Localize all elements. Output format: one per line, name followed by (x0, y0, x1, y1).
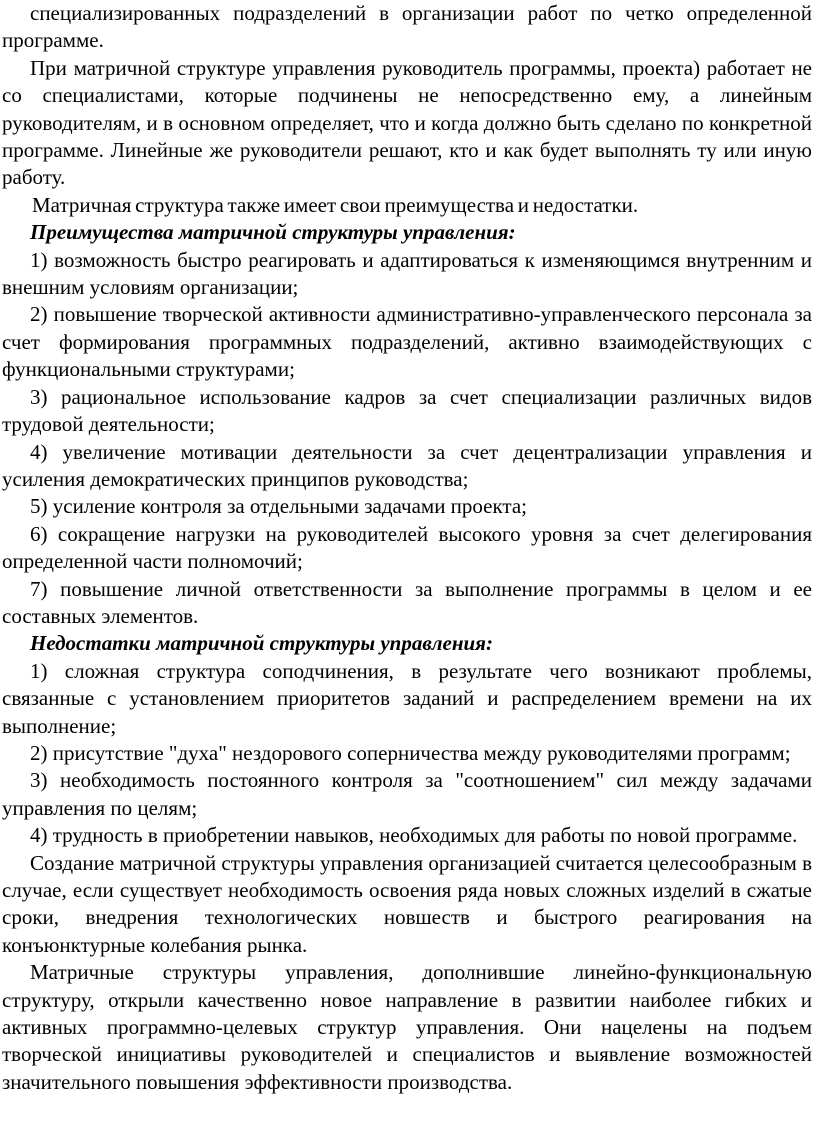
advantages-heading: Преимущества матричной структуры управления: (30, 220, 516, 245)
disadvantage-item: 4) трудность в приобретении навыков, необходимых для работы по новой программе. (30, 823, 798, 848)
disadvantage-item: 2) присутствие "духа" нездорового соперничества между руководителями программ; (30, 740, 791, 765)
disadvantages-heading: Недостатки матричной структуры управления: (30, 631, 493, 656)
advantage-item: 6) сокращение нагрузки на руководителей высокого уровня за счет делегирования определенной части полномочий; (2, 521, 812, 574)
disadvantage-item: 1) сложная структура соподчинения, в результате чего возникают проблемы, связанные с установлением приоритетов заданий и распределением времени на их выполнение; (2, 658, 812, 738)
paragraph-continuation: специализированных подразделений в организации работ по четко определенной программе. (2, 1, 812, 53)
paragraph-when-appropriate: Создание матричной структуры управления организацией считается целесообразным в случае, если существует необходимость освоения ряда новых сложных изделий в сжатые сроки, внедрения технологических новшеств и быстрого реагирования на конъюнктурные колебания рынка. (2, 850, 812, 957)
paragraph-matrix-manager: При матричной структуре управления руководитель программы, проекта) работает не со специалистами, которые подчинены не непосредственно ему, а линейным руководителям, и в основном определяет, что и когда должно быть сделано по конкретной программе. Линейные же руководители решают, кто и как будет выполнять ту или иную работу. (2, 55, 812, 190)
paragraph-pros-cons-intro: Матричная структура также имеет свои преимущества и недостатки. (32, 192, 639, 217)
advantage-item: 3) рациональное использование кадров за счет специализации различных видов трудовой деятельности; (2, 384, 812, 437)
advantage-item: 7) повышение личной ответственности за выполнение программы в целом и ее составных элементов. (2, 576, 812, 628)
advantage-item: 2) повышение творческой активности административно-управленческого персонала за счет формирования программных подразделений, активно взаимодействующих с функциональными структурами; (2, 302, 812, 382)
paragraph-conclusion: Матричные структуры управления, дополнившие линейно-функциональную структуру, открыли качественно новое направление в развитии наиболее гибких и активных программно-целевых структур управления. Они нацелены на подъем творческой инициативы руководителей и специалистов и выявление возможностей значительного повышения эффективности производства. (2, 960, 812, 1094)
disadvantage-item: 3) необходимость постоянного контроля за "соотношением" сил между задачами управления по целям; (2, 768, 812, 820)
advantage-item: 5) усиление контроля за отдельными задачами проекта; (30, 494, 528, 519)
advantage-item: 4) увеличение мотивации деятельности за счет децентрализации управления и усиления демократических принципов руководства; (2, 439, 812, 491)
advantage-item: 1) возможность быстро реагировать и адаптироваться к изменяющимся внутренним и внешним условиям организации; (2, 247, 812, 300)
